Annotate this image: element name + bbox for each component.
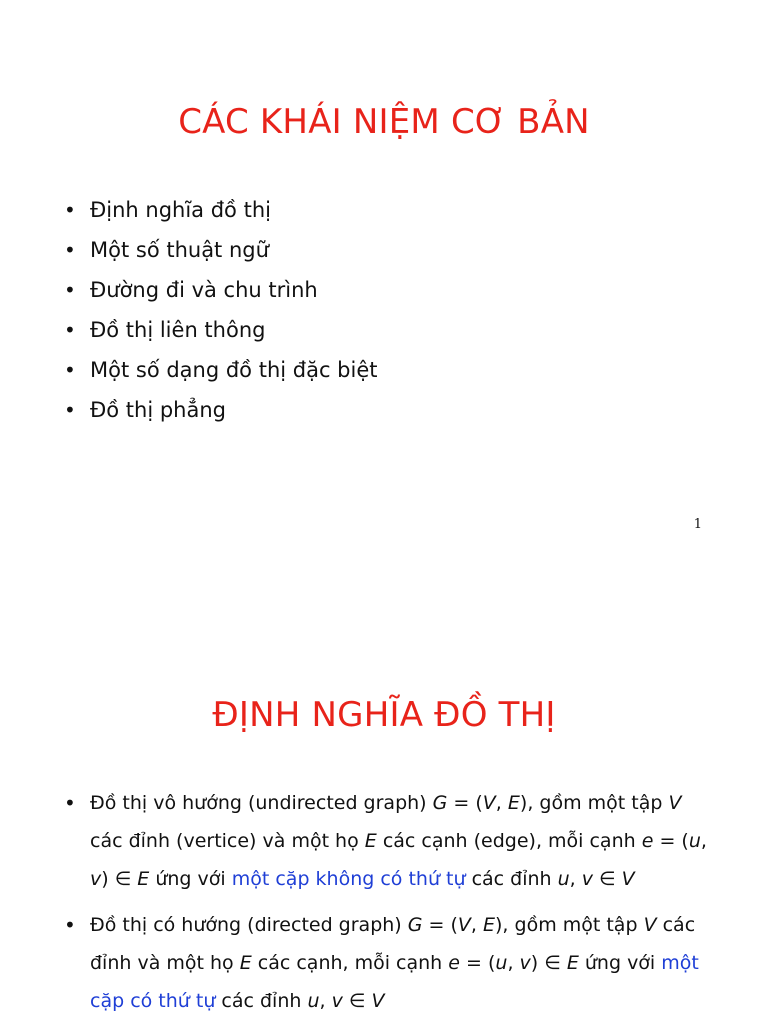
- list-item-label: Đường đi và chu trình: [90, 278, 318, 302]
- text-run: các đỉnh (vertice) và một họ: [90, 830, 365, 852]
- math-var: E: [364, 830, 377, 852]
- text-run: ứng với: [149, 868, 232, 890]
- math-var: G: [407, 914, 423, 936]
- text-run: ∈: [593, 868, 622, 890]
- math-var: V: [371, 990, 385, 1012]
- list-item: [62, 350, 378, 390]
- text-run: Đồ thị có hướng (directed graph): [90, 914, 408, 936]
- definition-directed: [62, 906, 712, 1020]
- highlight-text: một cặp có thứ tự: [90, 952, 699, 1012]
- list-item: [62, 270, 378, 310]
- text-run: các đỉnh: [465, 868, 558, 890]
- list-item-label: Đồ thị phẳng: [90, 398, 226, 422]
- bullet-icon: •: [64, 398, 76, 422]
- text-run: ,: [470, 914, 483, 936]
- text-run: các cạnh (edge), mỗi cạnh: [376, 830, 642, 852]
- bullet-icon: •: [64, 791, 76, 815]
- math-var: v: [331, 990, 343, 1012]
- math-var: e: [448, 952, 460, 974]
- bullet-icon: •: [64, 358, 76, 382]
- bullet-icon: •: [64, 238, 76, 262]
- math-var: V: [457, 914, 471, 936]
- math-var: G: [432, 792, 448, 814]
- list-item: [62, 190, 378, 230]
- math-var: v: [581, 868, 594, 890]
- text-run: các đỉnh: [215, 990, 308, 1012]
- math-var: e: [641, 830, 654, 852]
- highlight-text: một cặp không có thứ tự: [231, 868, 466, 890]
- math-var: v: [90, 868, 102, 890]
- text-run: ,: [569, 868, 582, 890]
- math-var: V: [643, 914, 657, 936]
- math-var: E: [137, 868, 150, 890]
- text-run: ứng với: [578, 952, 662, 974]
- text-run: các cạnh, mỗi cạnh: [251, 952, 449, 974]
- list-item-label: Một số thuật ngữ: [90, 238, 269, 262]
- text-run: ,: [495, 792, 508, 814]
- text-run: các đỉnh và một họ: [90, 914, 696, 974]
- math-var: v: [519, 952, 531, 974]
- bullet-icon: •: [64, 278, 76, 302]
- text-run: ), gồm một tập: [519, 792, 669, 814]
- list-item: [62, 310, 378, 350]
- math-var: E: [483, 914, 496, 936]
- text-run: ∈: [342, 990, 372, 1012]
- bullet-icon: •: [64, 318, 76, 342]
- text-run: ,: [507, 952, 520, 974]
- text-run: ) ∈: [101, 868, 138, 890]
- page-number: 1: [693, 517, 702, 532]
- text-run: Đồ thị vô hướng (undirected graph): [90, 792, 433, 814]
- definition-list: [62, 784, 712, 1028]
- math-var: u: [557, 868, 570, 890]
- math-var: u: [307, 990, 320, 1012]
- math-var: V: [668, 792, 682, 814]
- bullet-icon: •: [64, 913, 76, 937]
- list-item-label: Một số dạng đồ thị đặc biệt: [90, 358, 378, 382]
- text-run: = (: [459, 952, 496, 974]
- list-item: [62, 390, 378, 430]
- list-item-label: Đồ thị liên thông: [90, 318, 266, 342]
- math-var: E: [566, 952, 579, 974]
- topic-list: [62, 190, 378, 430]
- math-var: V: [621, 868, 635, 890]
- math-var: E: [507, 792, 520, 814]
- slide-title: ĐỊNH NGHĨA ĐỒ THỊ: [212, 695, 556, 735]
- slide-definition: [0, 560, 768, 1024]
- text-run: = (: [653, 830, 689, 852]
- list-item: [62, 230, 378, 270]
- list-item-label: Định nghĩa đồ thị: [90, 198, 271, 222]
- definition-undirected: [62, 784, 712, 898]
- text-run: = (: [422, 914, 458, 936]
- text-run: ,: [319, 990, 332, 1012]
- math-var: u: [495, 952, 508, 974]
- bullet-icon: •: [64, 198, 76, 222]
- slide-title: CÁC KHÁI NIỆM CƠ BẢN: [178, 102, 590, 142]
- math-var: u: [688, 830, 701, 852]
- text-run: ,: [700, 830, 707, 852]
- text-run: ), gồm một tập: [495, 914, 644, 936]
- math-var: E: [239, 952, 252, 974]
- math-var: V: [482, 792, 496, 814]
- text-run: = (: [447, 792, 483, 814]
- text-run: ) ∈: [530, 952, 567, 974]
